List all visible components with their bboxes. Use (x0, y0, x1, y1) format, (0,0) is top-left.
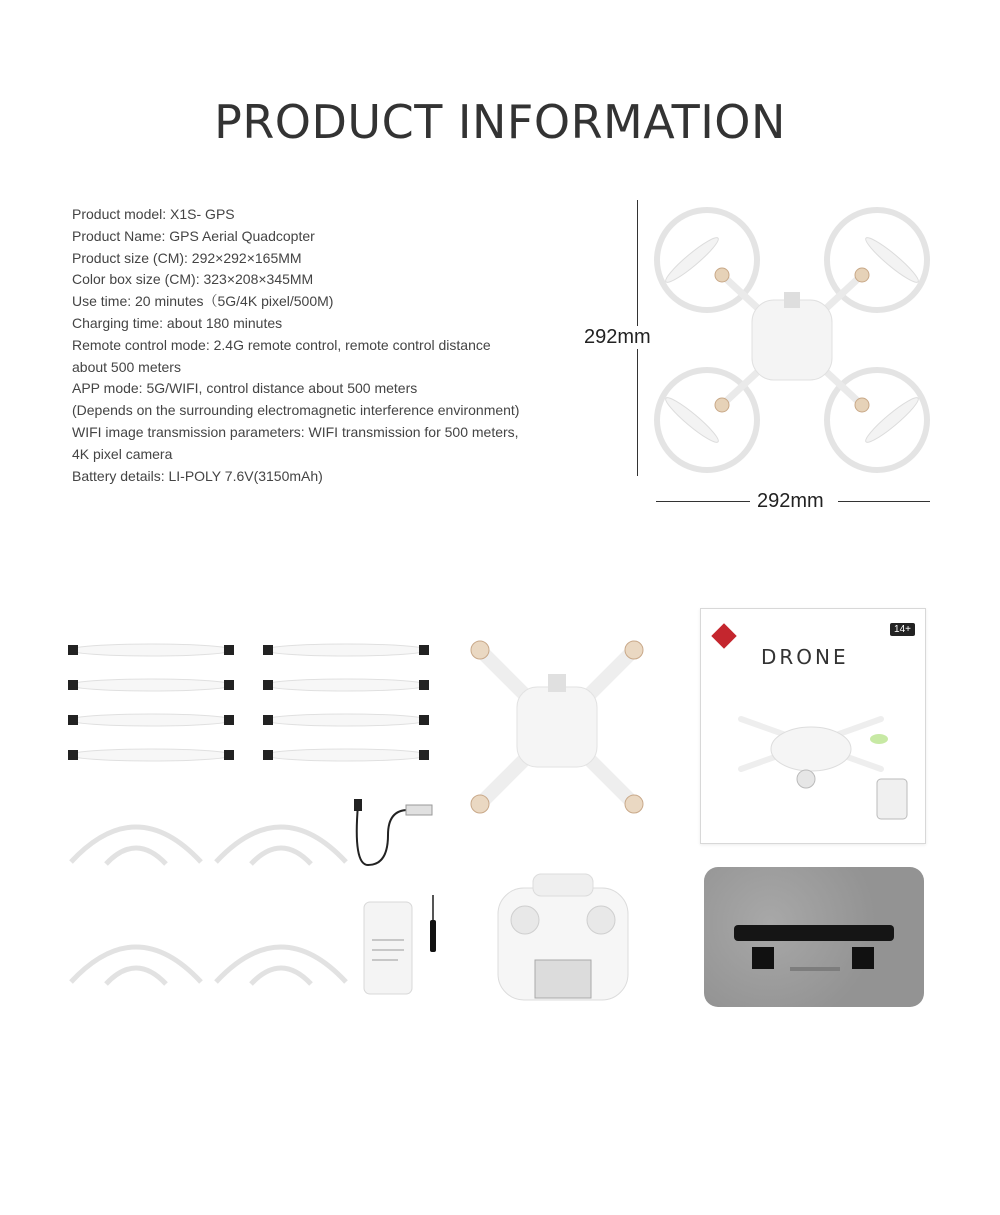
propeller-set (66, 640, 436, 770)
remote-controller (493, 868, 633, 1003)
spec-line: Color box size (CM): 323×208×345MM (72, 271, 314, 288)
spec-line: Charging time: about 180 minutes (72, 314, 283, 331)
spec-line: Use time: 20 minutes（5G/4K pixel/500M) (72, 293, 334, 310)
spec-line: about 500 meters (72, 358, 181, 375)
width-dimension-line-left (656, 501, 750, 502)
battery (362, 900, 414, 996)
spec-line: Remote control mode: 2.4G remote control, remote control distance (72, 336, 491, 353)
spec-line: (Depends on the surrounding electromagnetic interference environment) (72, 402, 520, 419)
drone-body (452, 622, 662, 832)
page-title: PRODUCT INFORMATION (214, 95, 786, 149)
screwdriver (428, 895, 440, 955)
spec-line: Product Name: GPS Aerial Quadcopter (72, 227, 315, 244)
height-dimension-label: 292mm (578, 326, 657, 349)
spec-line: Battery details: LI-POLY 7.6V(3150mAh) (72, 467, 323, 484)
width-dimension-line-right (838, 501, 930, 502)
propeller-guard-set (66, 802, 356, 1002)
spec-line: Product size (CM): 292×292×165MM (72, 249, 302, 266)
box-brand: DRONE (761, 645, 849, 669)
width-dimension-label: 292mm (751, 490, 830, 513)
spec-line: WIFI image transmission parameters: WIFI transmission for 500 meters, (72, 423, 519, 440)
usb-cable (348, 795, 438, 875)
foam-case (704, 867, 924, 1007)
spec-line: 4K pixel camera (72, 445, 173, 462)
age-badge: 14+ (890, 623, 915, 636)
drone-top-view (652, 200, 932, 480)
spec-line: APP mode: 5G/WIFI, control distance about 500 meters (72, 380, 418, 397)
spec-list (72, 204, 592, 487)
spec-line: Product model: X1S- GPS (72, 206, 235, 222)
product-box (700, 608, 926, 844)
